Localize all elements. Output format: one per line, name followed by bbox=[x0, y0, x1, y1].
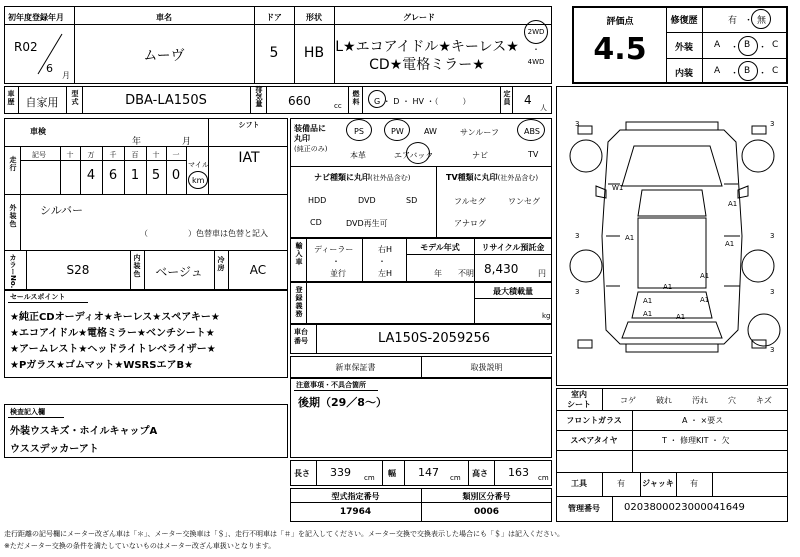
repair-no: 無 bbox=[757, 16, 767, 26]
door-label: ドア bbox=[266, 13, 282, 22]
recycle-label: リサイクル預託金 bbox=[481, 243, 545, 252]
left-hand: 左H bbox=[378, 269, 393, 278]
exterior-circle bbox=[738, 36, 758, 56]
mark-three: 3 bbox=[770, 232, 775, 240]
interior-circle bbox=[738, 61, 758, 81]
equip-tv: TV bbox=[528, 150, 539, 159]
seat-tear: 破れ bbox=[656, 396, 672, 405]
nav-dvd: DVD bbox=[358, 196, 376, 205]
color-no-label: カラーNo. bbox=[9, 254, 17, 289]
ac-label: 冷房 bbox=[217, 256, 225, 272]
drive-4wd: 4WD bbox=[527, 58, 545, 66]
equip-airbag-circle bbox=[406, 142, 430, 164]
equip-ps: PS bbox=[354, 127, 364, 136]
exterior-label: 外装 bbox=[674, 43, 693, 53]
length-label: 長さ bbox=[294, 469, 310, 478]
car-name-label: 車名 bbox=[156, 13, 172, 22]
height-label: 高さ bbox=[472, 469, 488, 478]
selling-point-line: ★エコアイドル★電格ミラー★ベンチシート★ bbox=[10, 328, 215, 339]
seat-scratch: キズ bbox=[756, 396, 772, 405]
car-name: ムーヴ bbox=[143, 48, 185, 64]
import-label: 輸入車 bbox=[295, 242, 303, 266]
interior-seat-label: 室内 シート bbox=[567, 390, 591, 409]
type-designation-label: 型式指定番号 bbox=[331, 492, 380, 501]
model-label: 型式 bbox=[71, 90, 79, 106]
equip-pw: PW bbox=[391, 127, 404, 136]
damage-mark: W1 bbox=[612, 184, 624, 192]
windshield-label: フロントガラス bbox=[566, 416, 622, 425]
mgmt-number: 0203800023000041649 bbox=[624, 502, 745, 513]
selling-point-line: ★純正CDオーディオ★キーレス★スペアキー★ bbox=[10, 312, 220, 323]
class-number-value: 0006 bbox=[473, 507, 500, 517]
capacity-value: 4 bbox=[524, 93, 532, 107]
equip-pw-circle bbox=[384, 119, 410, 141]
notes-label: 注意事項・不具合箇所 bbox=[296, 381, 366, 389]
mileage-digit: 5 bbox=[151, 168, 161, 183]
notes-value: 後期（29／8～） bbox=[298, 396, 387, 409]
km-circle bbox=[188, 171, 208, 189]
color-value: シルバー bbox=[40, 204, 83, 217]
width-label: 幅 bbox=[388, 469, 396, 478]
mileage-symbol-label: 記号 bbox=[32, 151, 46, 159]
interior-label: 内装 bbox=[674, 69, 693, 79]
grade-line1: L★エコアイドル★キーレス★ bbox=[335, 39, 519, 55]
interior-color-label: 内装色 bbox=[133, 254, 141, 278]
equip-navi: ナビ bbox=[472, 151, 488, 160]
mileage-label: 走行 bbox=[9, 156, 17, 172]
displacement-value: 660 bbox=[288, 94, 311, 108]
damage-mark: A1 bbox=[725, 240, 735, 248]
drive-2wd: 2WD bbox=[527, 28, 545, 36]
mark-three: 3 bbox=[575, 288, 580, 296]
recycle-value: 8,430 bbox=[484, 262, 519, 276]
fuel-options: G ・ D ・ HV ・（ ） bbox=[374, 97, 471, 106]
damage-mark: A1 bbox=[663, 283, 673, 291]
equip-sunroof: サンルーフ bbox=[460, 128, 499, 137]
new-car-warranty: 新車保証書 bbox=[335, 363, 376, 372]
body-label: 形状 bbox=[306, 13, 322, 22]
mileage-digit: 0 bbox=[171, 168, 181, 183]
nav-dvd-play: DVD再生可 bbox=[346, 219, 388, 228]
exterior-grade: B bbox=[744, 40, 751, 50]
selling-point-line: ★Pガラス★ゴムマット★WSRSエアB★ bbox=[10, 360, 194, 371]
footer-note-1: 走行距離の記号欄にメーター改ざん車は「＊」、メーター交換車は「＄」、走行不明車は「＃」を記入してください。メーター交換で交換表示した場合にも「＄」は記入ください。 bbox=[4, 530, 564, 538]
inspector-line: ウススデッカーアト bbox=[10, 444, 99, 455]
type-designation-value: 17964 bbox=[339, 507, 372, 517]
nav-hdd: HDD bbox=[308, 196, 327, 205]
color-no-value: S28 bbox=[66, 263, 90, 277]
interior-color-value: ベージュ bbox=[155, 265, 203, 279]
mileage-digit: 4 bbox=[86, 168, 96, 183]
doors: 5 bbox=[269, 45, 279, 61]
width-value: 147 bbox=[418, 466, 439, 479]
equipment-label: 装備品に 丸印 (純正のみ) bbox=[294, 124, 328, 153]
height-value: 163 bbox=[508, 466, 529, 479]
nav-cd: CD bbox=[310, 218, 322, 227]
color-label: 外装色 bbox=[9, 204, 17, 228]
max-load-label: 最大積載量 bbox=[493, 287, 533, 296]
seat-hole: 穴 bbox=[728, 396, 736, 405]
tv-type-label: TV種類に丸印(社外品含む) bbox=[446, 173, 539, 182]
damage-mark: A1 bbox=[625, 234, 635, 242]
repair-no-circle bbox=[751, 9, 771, 29]
equip-abs-circle bbox=[517, 119, 545, 141]
seat-dirt: 汚れ bbox=[692, 396, 708, 405]
score-value: 4.5 bbox=[593, 32, 647, 67]
equip-ps-circle bbox=[346, 119, 372, 141]
equip-abs: ABS bbox=[524, 127, 540, 136]
damage-mark: A1 bbox=[700, 296, 710, 304]
right-hand: 右H bbox=[378, 245, 393, 254]
tools-label: 工具 bbox=[571, 479, 587, 488]
mile-label: マイル bbox=[188, 161, 209, 169]
equip-aw: AW bbox=[424, 127, 437, 136]
damage-mark: A1 bbox=[676, 313, 686, 321]
equip-leather: 本革 bbox=[350, 151, 366, 160]
ac-value: AC bbox=[249, 263, 267, 277]
tv-analog: アナログ bbox=[454, 219, 486, 228]
mark-three: 3 bbox=[770, 120, 775, 128]
model-year-label: モデル年式 bbox=[420, 243, 460, 252]
windshield-value: A ・ ×要ス bbox=[682, 416, 724, 425]
tv-oneseg: ワンセグ bbox=[508, 197, 540, 206]
mark-three: 3 bbox=[575, 120, 580, 128]
equip-airbag: エアバック bbox=[394, 151, 434, 160]
first-reg-label: 初年度登録年月 bbox=[8, 13, 64, 22]
owner-manual: 取扱説明 bbox=[470, 363, 503, 372]
selling-points-label: セールスポイント bbox=[10, 293, 66, 301]
grade-line2: CD★電格ミラー★ bbox=[369, 57, 485, 73]
capacity-label: 定員 bbox=[503, 90, 511, 106]
repair-yes: 有 bbox=[728, 16, 738, 26]
damage-mark: A1 bbox=[643, 297, 653, 305]
use-label: 車歴 bbox=[7, 90, 15, 106]
shift-label: シフト bbox=[238, 121, 260, 129]
class-number-label: 類別区分番号 bbox=[462, 492, 511, 501]
month-unit: 月 bbox=[62, 71, 70, 80]
chassis-label: 車台 番号 bbox=[294, 328, 308, 345]
footer-note-2: ※ただメーター交換の条件を満たしていないものはメーター改ざん車扱いとなります。 bbox=[4, 542, 276, 550]
fuel-gas-circle bbox=[368, 90, 386, 108]
mark-three: 3 bbox=[770, 288, 775, 296]
km-unit: km bbox=[192, 176, 205, 185]
inspector-line: 外装ウスキズ・ホイルキャップA bbox=[10, 426, 158, 437]
displacement-label: 排気量 bbox=[255, 86, 263, 107]
mileage-digit: 1 bbox=[130, 168, 140, 183]
jack-label: ジャッキ bbox=[642, 479, 674, 488]
tools-value: 有 bbox=[617, 479, 625, 488]
first-reg-month: 6 bbox=[46, 62, 53, 75]
damage-mark: A1 bbox=[643, 310, 653, 318]
nav-sd: SD bbox=[406, 196, 418, 205]
model-year-unknown: 不明 bbox=[458, 269, 474, 278]
mark-three: 3 bbox=[770, 346, 775, 354]
damage-mark: A1 bbox=[728, 200, 738, 208]
car-diagram bbox=[556, 86, 788, 386]
inspection-label: 車検 bbox=[30, 127, 46, 136]
length-value: 339 bbox=[330, 466, 351, 479]
first-reg-era: R02 bbox=[14, 40, 38, 54]
import-parallel: 並行 bbox=[330, 269, 346, 278]
interior-grade: B bbox=[744, 66, 751, 76]
seat-burn: コゲ bbox=[620, 396, 636, 405]
chassis-number: LA150S-2059256 bbox=[377, 331, 491, 346]
spare-tire-value: T ・ 修理KIT ・ 欠 bbox=[662, 436, 730, 445]
registration-label: 登録義務 bbox=[295, 286, 303, 318]
fuel-label: 燃料 bbox=[352, 90, 360, 106]
repair-label: 修復歴 bbox=[670, 16, 698, 26]
score-label: 評価点 bbox=[606, 17, 634, 27]
grade-label: グレード bbox=[403, 13, 435, 22]
model-value: DBA-LA150S bbox=[125, 93, 207, 108]
import-dealer: ディーラー bbox=[314, 245, 354, 254]
inspector-label: 検査記入欄 bbox=[10, 408, 45, 416]
repaint-note: （ ）色替車は色替と記入 bbox=[140, 229, 268, 238]
tv-fullseg: フルセグ bbox=[454, 197, 486, 206]
body-type: HB bbox=[303, 45, 325, 61]
selling-point-line: ★アームレスト★ヘッドライトレベライザー★ bbox=[10, 344, 216, 355]
mgmt-label: 管理番号 bbox=[568, 504, 600, 513]
mileage-digit: 6 bbox=[108, 168, 118, 183]
nav-type-label: ナビ種類に丸印(社外品含む) bbox=[314, 173, 411, 182]
jack-value: 有 bbox=[690, 479, 698, 488]
damage-mark: A1 bbox=[700, 272, 710, 280]
use-value: 自家用 bbox=[25, 96, 59, 109]
spare-tire-label: スペアタイヤ bbox=[570, 436, 618, 445]
mark-three: 3 bbox=[575, 232, 580, 240]
shift-value: IAT bbox=[238, 150, 260, 166]
